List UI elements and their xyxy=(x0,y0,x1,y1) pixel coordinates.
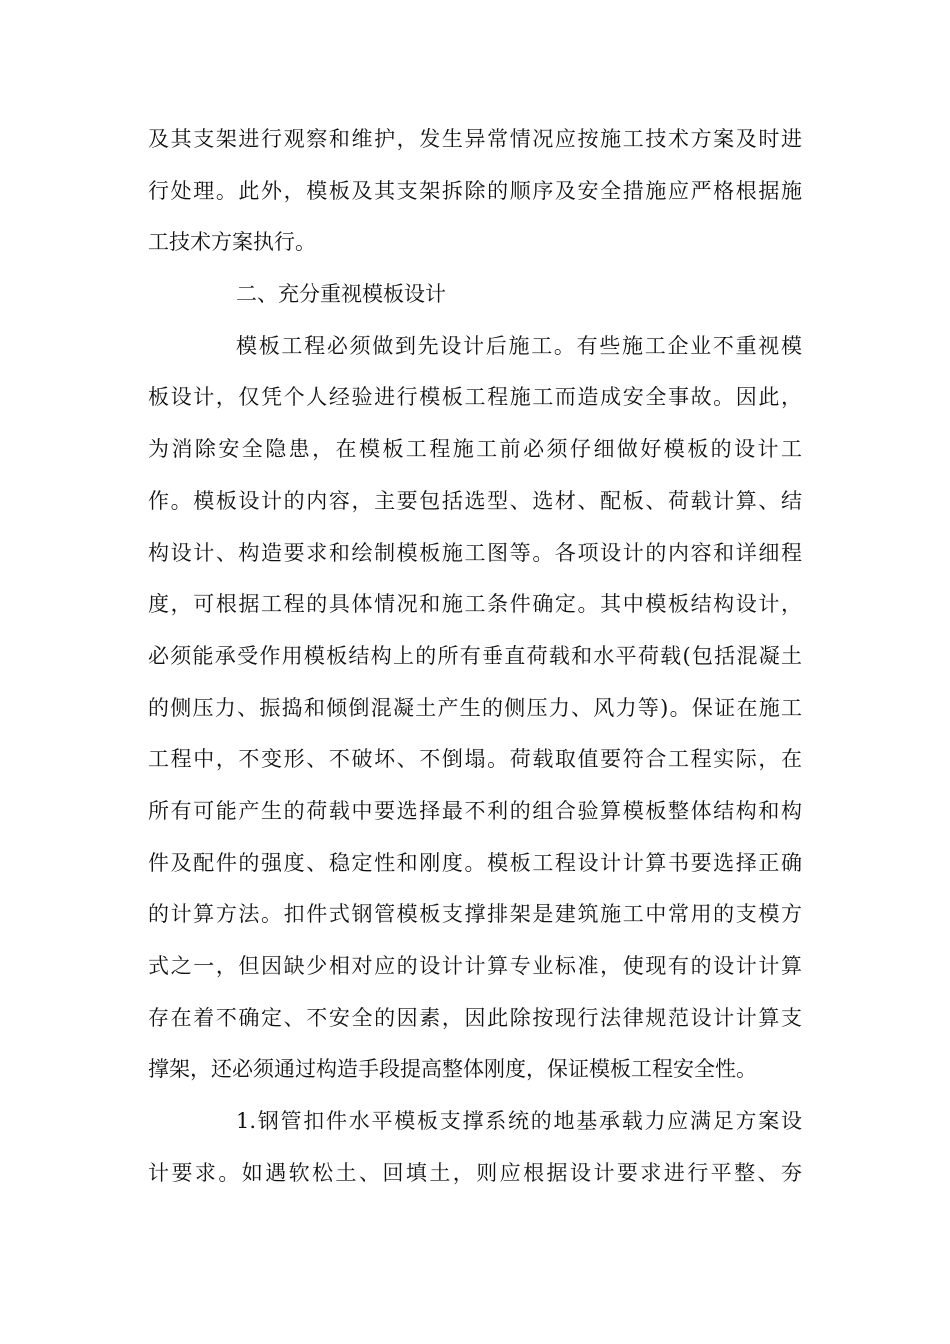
text-line: 为消除安全隐患，在模板工程施工前必须仔细做好模板的设计工 xyxy=(148,437,802,462)
text-line: 行处理。此外，模板及其支架拆除的顺序及安全措施应严格根据施 xyxy=(148,178,802,203)
text-line: 所有可能产生的荷载中要选择最不利的组合验算模板整体结构和构 xyxy=(148,798,802,823)
text-line: 的计算方法。扣件式钢管模板支撑排架是建筑施工中常用的支模方 xyxy=(148,902,802,927)
text-line: 板设计，仅凭个人经验进行模板工程施工而造成安全事故。因此， xyxy=(148,385,802,410)
text-line: 模板工程必须做到先设计后施工。有些施工企业不重视模 xyxy=(236,333,802,358)
text-line: 度，可根据工程的具体情况和施工条件确定。其中模板结构设计， xyxy=(148,592,802,617)
text-line: 的侧压力、振捣和倾倒混凝土产生的侧压力、风力等)。保证在施工 xyxy=(148,695,802,720)
body-text xyxy=(148,114,802,1199)
text-line: 1.钢管扣件水平模板支撑系统的地基承载力应满足方案设 xyxy=(236,1109,802,1134)
text-line: 撑架，还必须通过构造手段提高整体刚度，保证模板工程安全性。 xyxy=(148,1057,757,1082)
text-line: 式之一，但因缺少相对应的设计计算专业标准，使现有的设计计算 xyxy=(148,954,802,978)
text-line: 工技术方案执行。 xyxy=(148,230,316,255)
text-line: 工程中，不变形、不破坏、不倒塌。荷载取值要符合工程实际，在 xyxy=(148,747,802,772)
text-line: 件及配件的强度、稳定性和刚度。模板工程设计计算书要选择正确 xyxy=(148,850,802,875)
text-line: 存在着不确定、不安全的因素，因此除按现行法律规范设计计算支 xyxy=(148,1005,802,1030)
text-line: 计要求。如遇软松土、回填土，则应根据设计要求进行平整、夯 xyxy=(148,1160,802,1185)
section-heading: 二、充分重视模板设计 xyxy=(236,282,446,307)
text-line: 必须能承受作用模板结构上的所有垂直荷载和水平荷载(包括混凝土 xyxy=(148,643,802,668)
text-line: 构设计、构造要求和绘制模板施工图等。各项设计的内容和详细程 xyxy=(148,540,802,565)
text-line: 及其支架进行观察和维护，发生异常情况应按施工技术方案及时进 xyxy=(148,127,802,151)
text-line: 作。模板设计的内容，主要包括选型、选材、配板、荷载计算、结 xyxy=(148,488,802,513)
